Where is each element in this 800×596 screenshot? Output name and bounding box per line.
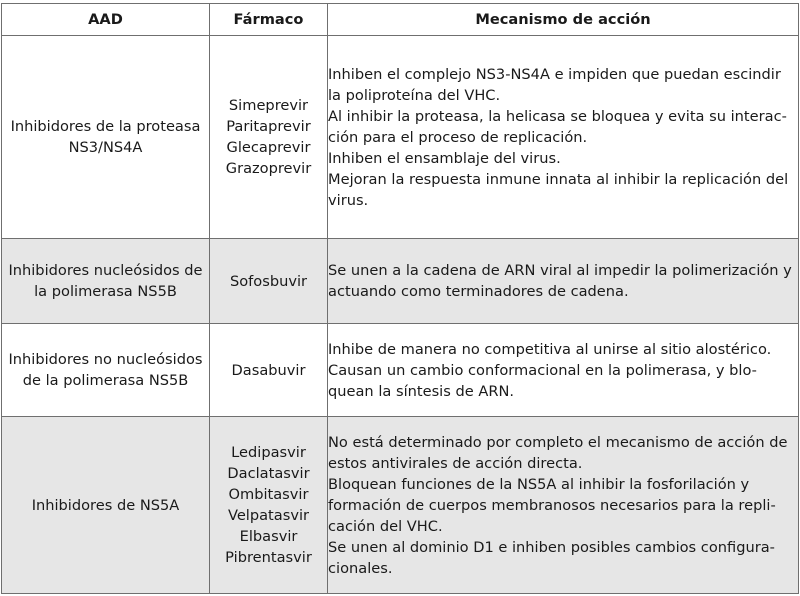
drug-mechanism-table	[1, 3, 799, 594]
mechanism-line: Se unen al dominio D1 e inhiben posibles cambios configura-	[328, 538, 775, 556]
aad-text: de la polimerasa NS5B	[22, 372, 189, 389]
mechanism-line: Bloquean funciones de la NS5A al inhibir la fosforilación y	[328, 475, 750, 493]
header-mecanismo: Mecanismo de acción	[328, 4, 799, 36]
table-row	[2, 239, 799, 324]
drug-name: Ledipasvir	[231, 444, 306, 461]
drug-name: Glecaprevir	[226, 139, 311, 156]
aad-text: la polimerasa NS5B	[34, 283, 177, 300]
mechanism-line: cionales.	[328, 559, 393, 577]
aad-text: Inhibidores no nucleósidos	[8, 351, 203, 368]
drug-name: Elbasvir	[239, 528, 298, 545]
aad-text: Inhibidores nucleósidos de	[8, 262, 203, 279]
drug-name: Grazoprevir	[225, 160, 312, 177]
aad-cell	[2, 417, 210, 594]
mechanism-line: formación de cuerpos membranosos necesarios para la repli-	[328, 496, 776, 514]
mechanism-line: Inhibe de manera no competitiva al unirse al sitio alostérico.	[328, 340, 772, 358]
header-aad: AAD	[2, 4, 210, 36]
aad-cell	[2, 324, 210, 417]
mechanism-cell	[328, 417, 799, 594]
aad-cell	[2, 36, 210, 239]
table-row	[2, 324, 799, 417]
mechanism-line: Causan un cambio conformacional en la polimerasa, y blo-	[328, 361, 757, 379]
drug-name: Dasabuvir	[231, 361, 306, 379]
drug-name: Sofosbuvir	[229, 272, 308, 290]
mechanism-line: estos antivirales de acción directa.	[328, 454, 583, 472]
drug-name: Pibrentasvir	[225, 549, 312, 566]
aad-text: NS3/NS4A	[68, 139, 143, 156]
mechanism-line: Se unen a la cadena de ARN viral al impedir la polimerización y	[328, 262, 792, 279]
mechanism-line: Inhiben el complejo NS3-NS4A e impiden que puedan escindir	[328, 65, 781, 83]
mechanism-line: virus.	[328, 191, 369, 209]
drug-name: Ombitasvir	[228, 486, 309, 503]
mechanism-line: la poliproteína del VHC.	[328, 86, 501, 104]
drug-name: Paritaprevir	[226, 118, 311, 135]
mechanism-cell	[328, 36, 799, 239]
aad-cell	[2, 239, 210, 324]
mechanism-line: Mejoran la respuesta inmune innata al inhibir la replicación del	[328, 170, 789, 188]
mechanism-cell	[328, 324, 799, 417]
header-row	[2, 4, 799, 36]
header-farmaco: Fármaco	[210, 4, 328, 36]
mechanism-line: Al inhibir la proteasa, la helicasa se bloquea y evita su interac-	[328, 107, 787, 125]
drug-cell	[210, 36, 328, 239]
mechanism-line: actuando como terminadores de cadena.	[328, 283, 629, 300]
mechanism-line: No está determinado por completo el mecanismo de acción de	[328, 433, 788, 451]
aad-text: Inhibidores de NS5A	[31, 496, 180, 514]
aad-text: Inhibidores de la proteasa	[10, 118, 201, 135]
mechanism-line: ción para el proceso de replicación.	[328, 128, 588, 146]
drug-name: Daclatasvir	[227, 465, 310, 482]
drug-name: Velpatasvir	[227, 507, 310, 524]
mechanism-cell	[328, 239, 799, 324]
table-row	[2, 417, 799, 594]
drug-cell	[210, 417, 328, 594]
table-row	[2, 36, 799, 239]
drug-cell	[210, 324, 328, 417]
drug-name: Simeprevir	[228, 97, 309, 114]
mechanism-line: quean la síntesis de ARN.	[328, 382, 515, 400]
drug-cell	[210, 239, 328, 324]
mechanism-line: cación del VHC.	[328, 517, 443, 535]
mechanism-line: Inhiben el ensamblaje del virus.	[328, 149, 561, 167]
